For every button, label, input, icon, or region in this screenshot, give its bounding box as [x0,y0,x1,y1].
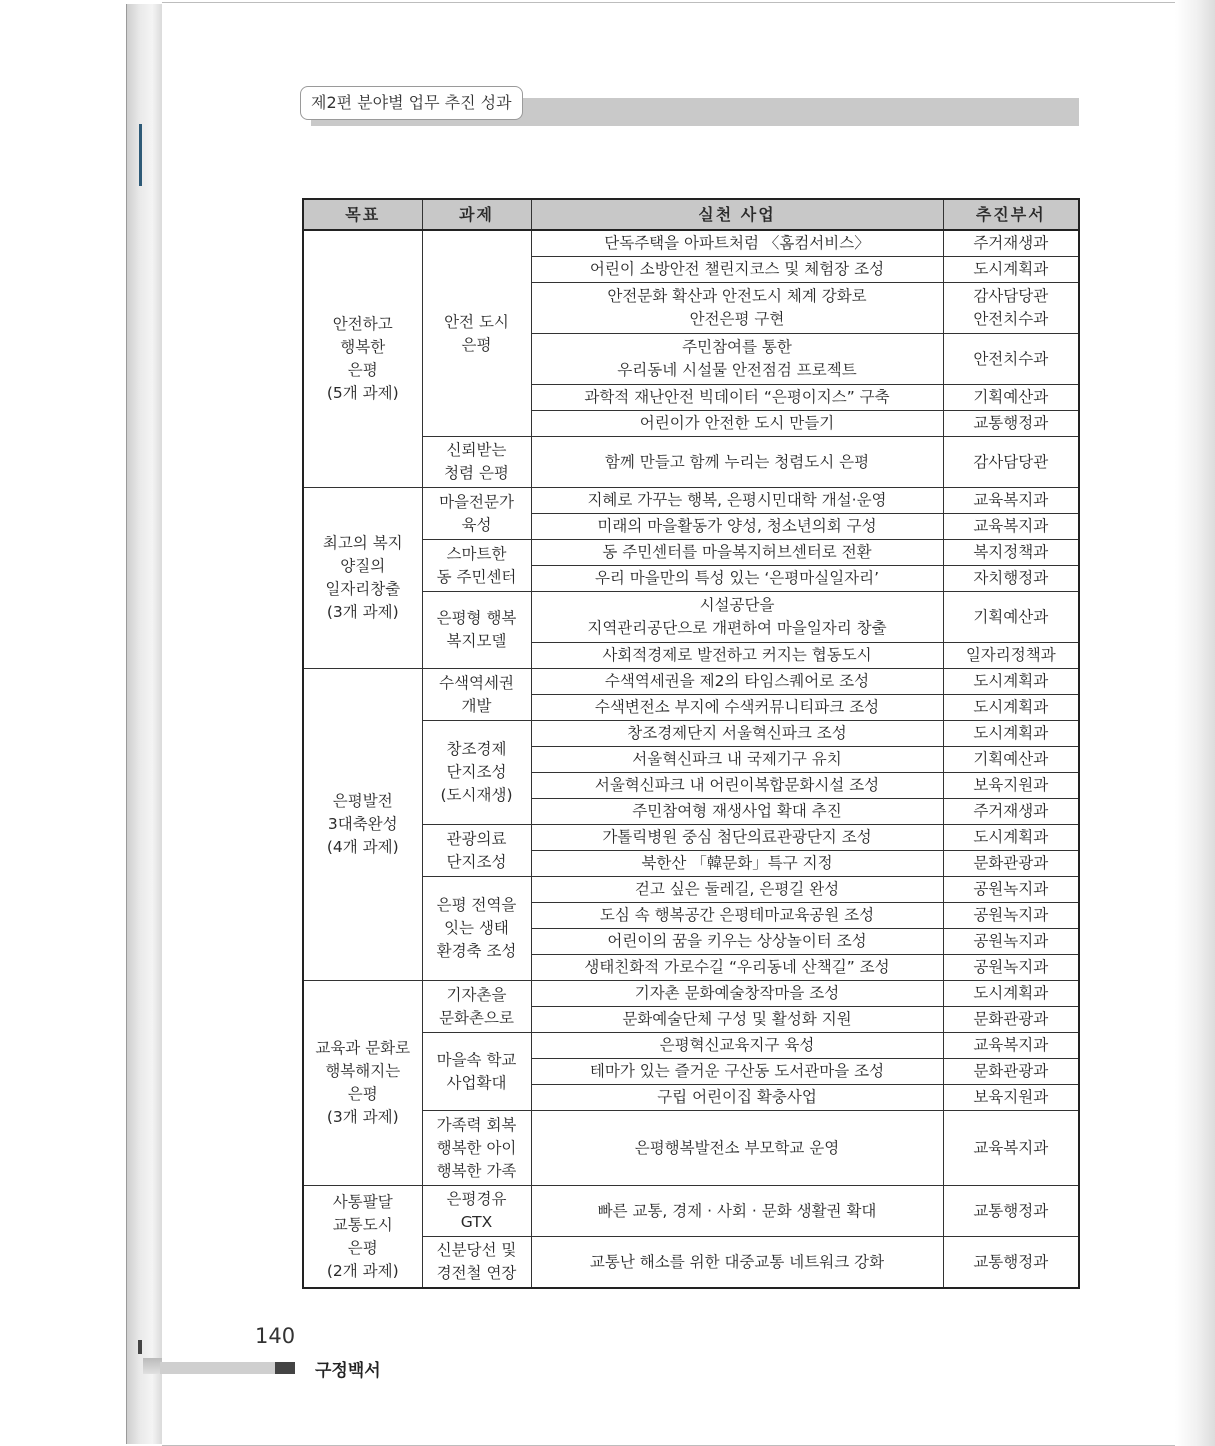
dept-cell: 기획예산과 [943,592,1079,643]
goals-table [302,198,1080,1289]
project-cell: 어린이의 꿈을 키우는 상상놀이터 조성 [531,929,943,955]
table-header-row [303,199,1079,230]
spine-bookmark [139,124,142,186]
goal-cell: 안전하고 행복한 은평 (5개 과제) [303,230,422,488]
project-cell: 시설공단을 지역관리공단으로 개편하여 마을일자리 창출 [531,592,943,643]
page-number: 140 [255,1324,296,1348]
footer-bar-accent [275,1362,295,1374]
dept-cell: 도시계획과 [943,669,1079,695]
project-cell: 서울혁신파크 내 어린이복합문화시설 조성 [531,773,943,799]
dept-cell: 일자리정책과 [943,643,1079,669]
dept-cell: 교통행정과 [943,1186,1079,1237]
dept-cell: 교통행정과 [943,411,1079,437]
project-cell: 구립 어린이집 확충사업 [531,1085,943,1111]
dept-cell: 기획예산과 [943,385,1079,411]
dept-cell: 주거재생과 [943,230,1079,257]
book-spine [126,4,164,1444]
column-header-goal: 목표 [303,199,422,230]
spine-marker [138,1340,142,1354]
task-cell: 안전 도시 은평 [422,230,531,437]
project-cell: 생태친화적 가로수길 “우리동네 산책길” 조성 [531,955,943,981]
project-cell: 단독주택을 아파트처럼 〈홈컴서비스〉 [531,230,943,257]
page-edge-shadow [1175,0,1215,1446]
dept-cell: 도시계획과 [943,257,1079,283]
dept-cell: 보육지원과 [943,773,1079,799]
dept-cell: 기획예산과 [943,747,1079,773]
column-header-dept: 추진부서 [943,199,1079,230]
dept-cell: 자치행정과 [943,566,1079,592]
project-cell: 어린이 소방안전 챌린지코스 및 체험장 조성 [531,257,943,283]
project-cell: 우리 마을만의 특성 있는 ‘은평마실일자리’ [531,566,943,592]
project-cell: 동 주민센터를 마을복지허브센터로 전환 [531,540,943,566]
project-cell: 교통난 해소를 위한 대중교통 네트워크 강화 [531,1237,943,1289]
task-cell: 스마트한 동 주민센터 [422,540,531,592]
dept-cell: 교육복지과 [943,1111,1079,1186]
goal-cell: 최고의 복지 양질의 일자리창출 (3개 과제) [303,488,422,669]
dept-cell: 교육복지과 [943,488,1079,514]
project-cell: 은평행복발전소 부모학교 운영 [531,1111,943,1186]
table-body [303,230,1079,1288]
dept-cell: 문화관광과 [943,851,1079,877]
dept-cell: 보육지원과 [943,1085,1079,1111]
project-cell: 문화예술단체 구성 및 활성화 지원 [531,1007,943,1033]
table-row [303,669,1079,695]
project-cell: 걷고 싶은 둘레길, 은평길 완성 [531,877,943,903]
project-cell: 미래의 마을활동가 양성, 청소년의회 구성 [531,514,943,540]
dept-cell: 공원녹지과 [943,877,1079,903]
task-cell: 기자촌을 문화촌으로 [422,981,531,1033]
task-cell: 창조경제 단지조성 (도시재생) [422,721,531,825]
task-cell: 관광의료 단지조성 [422,825,531,877]
project-cell: 안전문화 확산과 안전도시 체계 강화로 안전은평 구현 [531,283,943,334]
project-cell: 가톨릭병원 중심 첨단의료관광단지 조성 [531,825,943,851]
project-cell: 수색변전소 부지에 수색커뮤니티파크 조성 [531,695,943,721]
project-cell: 서울혁신파크 내 국제기구 유치 [531,747,943,773]
project-cell: 도심 속 행복공간 은평테마교육공원 조성 [531,903,943,929]
task-cell: 마을전문가 육성 [422,488,531,540]
dept-cell: 교통행정과 [943,1237,1079,1289]
project-cell: 주민참여를 통한 우리동네 시설물 안전점검 프로젝트 [531,334,943,385]
table-row [303,488,1079,514]
project-cell: 창조경제단지 서울혁신파크 조성 [531,721,943,747]
dept-cell: 문화관광과 [943,1007,1079,1033]
dept-cell: 공원녹지과 [943,929,1079,955]
task-cell: 은평 전역을 잇는 생태 환경축 조성 [422,877,531,981]
table-row [303,230,1079,257]
project-cell: 테마가 있는 즐거운 구산동 도서관마을 조성 [531,1059,943,1085]
project-cell: 사회적경제로 발전하고 커지는 협동도시 [531,643,943,669]
task-cell: 은평경유 GTX [422,1186,531,1237]
outer-background [0,0,128,1446]
book-title: 구정백서 [315,1361,381,1381]
goal-cell: 교육과 문화로 행복해지는 은평 (3개 과제) [303,981,422,1186]
task-cell: 수색역세권 개발 [422,669,531,721]
section-header-label: 제2편 분야별 업무 추진 성과 [300,86,523,120]
task-cell: 마을속 학교 사업확대 [422,1033,531,1111]
dept-cell: 공원녹지과 [943,903,1079,929]
dept-cell: 도시계획과 [943,981,1079,1007]
dept-cell: 주거재생과 [943,799,1079,825]
dept-cell: 문화관광과 [943,1059,1079,1085]
table-row [303,1186,1079,1237]
task-cell: 가족력 회복 행복한 아이 행복한 가족 [422,1111,531,1186]
project-cell: 수색역세권을 제2의 타임스퀘어로 조성 [531,669,943,695]
project-cell: 함께 만들고 함께 누리는 청렴도시 은평 [531,437,943,488]
task-cell: 신분당선 및 경전철 연장 [422,1237,531,1289]
goal-cell: 사통팔달 교통도시 은평 (2개 과제) [303,1186,422,1289]
project-cell: 빠른 교통, 경제 · 사회 · 문화 생활권 확대 [531,1186,943,1237]
project-cell: 기자촌 문화예술창작마을 조성 [531,981,943,1007]
dept-cell: 공원녹지과 [943,955,1079,981]
project-cell: 주민참여형 재생사업 확대 추진 [531,799,943,825]
table-row [303,981,1079,1007]
dept-cell: 도시계획과 [943,695,1079,721]
dept-cell: 복지정책과 [943,540,1079,566]
task-cell: 신뢰받는 청렴 은평 [422,437,531,488]
dept-cell: 감사담당관 안전치수과 [943,283,1079,334]
dept-cell: 안전치수과 [943,334,1079,385]
project-cell: 어린이가 안전한 도시 만들기 [531,411,943,437]
project-cell: 지혜로 가꾸는 행복, 은평시민대학 개설·운영 [531,488,943,514]
dept-cell: 도시계획과 [943,825,1079,851]
dept-cell: 교육복지과 [943,514,1079,540]
goal-cell: 은평발전 3대축완성 (4개 과제) [303,669,422,981]
column-header-task: 과제 [422,199,531,230]
project-cell: 북한산 「韓문화」특구 지정 [531,851,943,877]
footer-bar [160,1362,275,1374]
dept-cell: 교육복지과 [943,1033,1079,1059]
project-cell: 은평혁신교육지구 육성 [531,1033,943,1059]
dept-cell: 감사담당관 [943,437,1079,488]
task-cell: 은평형 행복 복지모델 [422,592,531,669]
project-cell: 과학적 재난안전 빅데이터 “은평이지스” 구축 [531,385,943,411]
column-header-project: 실천 사업 [531,199,943,230]
dept-cell: 도시계획과 [943,721,1079,747]
